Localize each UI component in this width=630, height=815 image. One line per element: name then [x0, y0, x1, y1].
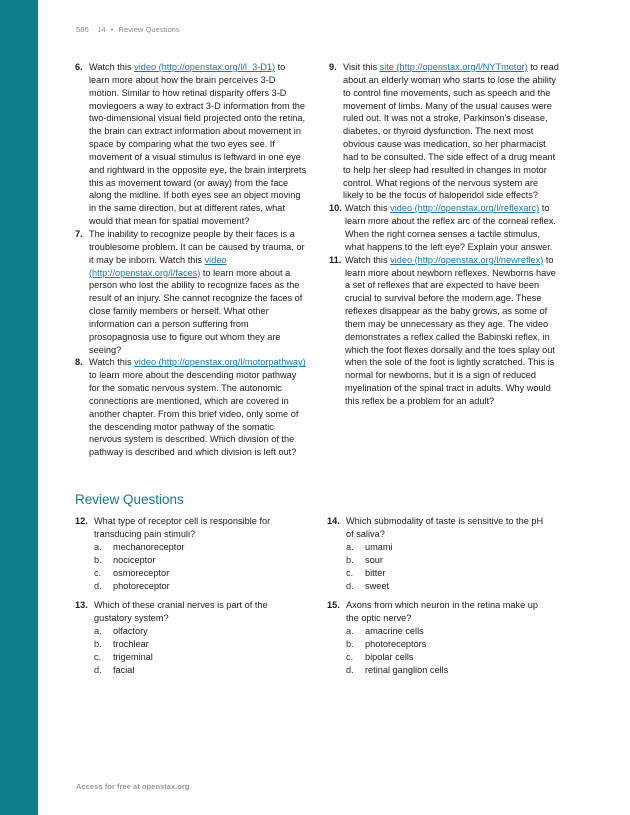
exercise-number: 7.: [75, 228, 83, 239]
option-text: amacrine cells: [365, 625, 424, 636]
exercise-11: [329, 254, 561, 408]
video-link[interactable]: video (http://openstax.org/l/motorpathway): [134, 357, 306, 368]
exercises-left-column: [75, 61, 307, 459]
answer-option[interactable]: [94, 541, 295, 554]
option-text: mechanoreceptor: [113, 541, 185, 552]
answer-options: [327, 541, 547, 593]
option-text: trigeminal: [113, 651, 153, 662]
exercise-text-pre: Watch this: [345, 254, 391, 265]
question-13: [75, 599, 295, 676]
section-name: Review Questions: [118, 25, 180, 34]
answer-option[interactable]: [94, 554, 295, 567]
question-number: 15.: [327, 600, 340, 610]
exercise-number: 8.: [75, 357, 83, 368]
option-text: nociceptor: [113, 554, 156, 565]
exercise-number: 6.: [75, 62, 83, 72]
option-text: bipolar cells: [365, 651, 414, 662]
chapter-number: 14: [97, 25, 106, 34]
option-text: photoreceptor: [113, 580, 170, 591]
page-footer: Access for free at openstax.org: [76, 782, 190, 791]
question-12: [75, 515, 295, 592]
chapter-color-bar: [0, 0, 38, 815]
answer-options: [75, 541, 295, 593]
exercise-text-pre: Watch this: [89, 357, 135, 368]
answer-option[interactable]: [346, 541, 547, 554]
video-link[interactable]: video (http://openstax.org/l/l_3-D1): [134, 62, 276, 72]
option-text: trochlear: [113, 638, 149, 649]
answer-option[interactable]: [94, 580, 295, 593]
option-letter: b.: [94, 554, 102, 565]
video-link[interactable]: video (http://openstax.org/l/newreflex): [390, 254, 544, 265]
option-letter: b.: [346, 554, 354, 565]
answer-options: [327, 625, 547, 677]
answer-option[interactable]: [346, 567, 547, 580]
exercise-text-post: to read about an elderly woman who starts to lose the ability to control fine movements, such as speech and the movement of limbs. Many of the usual causes were ruled out. It was not a stroke, Parkinson's disease, diabetes, or thyroid dysfunction. The next most obvious cause was medication, so her pharmacist had to be consulted. The side effect of a drug meant to help her sleep had resulted in changes in motor control. What regions of the nervous system are likely to be the focus of haloperidol side effects?: [343, 62, 559, 201]
option-text: umami: [365, 541, 393, 552]
question-stem: What type of receptor cell is responsible for transducing pain stimuli?: [94, 516, 271, 539]
page-header: [76, 25, 180, 34]
option-letter: d.: [346, 580, 354, 591]
question-stem: Which of these cranial nerves is part of the gustatory system?: [94, 600, 268, 623]
exercise-text-pre: Watch this: [89, 62, 135, 72]
question-number: 14.: [327, 516, 340, 526]
exercise-number: 11.: [329, 254, 342, 265]
exercise-text-post: to learn more about a person who lost the ability to recognize faces as the result of an injury. She cannot recognize the faces of close family members or herself. What other information can a person suffering from prosopagnosia use to figure out whom they are seeing?: [89, 267, 303, 355]
option-letter: d.: [94, 580, 102, 591]
option-letter: d.: [346, 664, 354, 675]
option-letter: c.: [94, 651, 102, 662]
review-questions-heading: Review Questions: [75, 492, 184, 507]
exercise-9: [329, 61, 561, 202]
bullet-separator: •: [110, 25, 114, 34]
answer-option[interactable]: [94, 651, 295, 664]
option-letter: c.: [346, 651, 354, 662]
answer-option[interactable]: [94, 664, 295, 677]
option-text: sour: [365, 554, 383, 565]
exercise-text-pre: Visit this: [343, 62, 380, 72]
option-letter: c.: [346, 567, 354, 578]
video-link[interactable]: video (http://openstax.org/l/faces): [89, 254, 227, 278]
exercises-right-column: [329, 61, 561, 408]
question-stem: Axons from which neuron in the retina make up the optic nerve?: [346, 600, 539, 623]
option-letter: a.: [346, 625, 354, 636]
option-letter: b.: [346, 638, 354, 649]
exercise-text-pre: Watch this: [345, 203, 391, 214]
exercise-text-pre: The inability to recognize people by their faces is a troublesome problem. It can be caused by trauma, or it may be inborn. Watch this: [89, 228, 305, 265]
exercise-text-post: to learn more about the descending motor pathway for the somatic nervous system. The autonomic connections are mentioned, which are covered in another chapter. From this brief video, only some of the descending motor pathway of the somatic nervous system is described. Which division of the pathway is described and which division is left out?: [89, 370, 299, 458]
exercise-7: [75, 228, 307, 356]
video-link[interactable]: video (http://openstax.org/l/reflexarc): [390, 203, 540, 214]
option-text: facial: [113, 664, 135, 675]
option-letter: c.: [94, 567, 102, 578]
option-letter: a.: [94, 625, 102, 636]
answer-option[interactable]: [346, 651, 547, 664]
exercise-number: 9.: [329, 62, 337, 72]
option-letter: a.: [94, 541, 102, 552]
question-15: [327, 599, 547, 676]
answer-option[interactable]: [346, 554, 547, 567]
option-text: bitter: [365, 567, 386, 578]
exercise-text-post: to learn more about how the brain perceives 3-D motion. Similar to how retinal disparity offers 3-D moviegoers a way to extract 3-D information from the two-dimensional visual field projected onto the retina, the brain can extract information about movement in space by comparing what the two eyes see. If movement of a visual stimulus is leftward in one eye and rightward in the opposite eye, the brain interprets this as movement toward (or away) from the face along the midline. If both eyes see an object moving in the same direction, but at different rates, what would that mean for spatial movement?: [89, 62, 307, 227]
question-stem: Which submodality of taste is sensitive to the pH of saliva?: [346, 516, 544, 539]
option-text: photoreceptors: [365, 638, 427, 649]
option-text: retinal ganglion cells: [365, 664, 449, 675]
exercise-6: [75, 61, 307, 228]
exercise-text-post: to learn more about newborn reflexes. Newborns have a set of reflexes that are expected to have been crucial to survival before the modern age. These reflexes disappear as the baby grows, as some of them may be unnecessary as they age. The video demonstrates a reflex called the Babinski reflex, in which the foot flexes dorsally and the toes splay out when the sole of the foot is lightly scratched. This is normal for newborns, but it is a sign of reduced myelination of the spinal tract in adults. Why would this reflex be a problem for an adult?: [345, 254, 556, 406]
page-number: 586: [76, 25, 89, 34]
answer-option[interactable]: [94, 638, 295, 651]
exercise-text-post: to learn more about the reflex arc of the corneal reflex. When the right cornea senses a tactile stimulus, what happens to the left eye? Explain your answer.: [345, 203, 556, 252]
question-14: [327, 515, 547, 592]
exercise-number: 10.: [329, 203, 342, 214]
question-number: 12.: [75, 516, 88, 526]
answer-option[interactable]: [346, 580, 547, 593]
exercise-8: [75, 356, 307, 459]
answer-option[interactable]: [94, 625, 295, 638]
option-text: osmoreceptor: [113, 567, 170, 578]
answer-option[interactable]: [346, 638, 547, 651]
option-text: sweet: [365, 580, 390, 591]
answer-options: [75, 625, 295, 677]
option-letter: b.: [94, 638, 102, 649]
exercise-10: [329, 202, 561, 253]
answer-option[interactable]: [94, 567, 295, 580]
option-letter: a.: [346, 541, 354, 552]
question-number: 13.: [75, 600, 88, 610]
option-text: olfactory: [113, 625, 148, 636]
answer-option[interactable]: [346, 625, 547, 638]
option-letter: d.: [94, 664, 102, 675]
answer-option[interactable]: [346, 664, 547, 677]
site-link[interactable]: site (http://openstax.org/l/NYTmotor): [379, 62, 528, 72]
